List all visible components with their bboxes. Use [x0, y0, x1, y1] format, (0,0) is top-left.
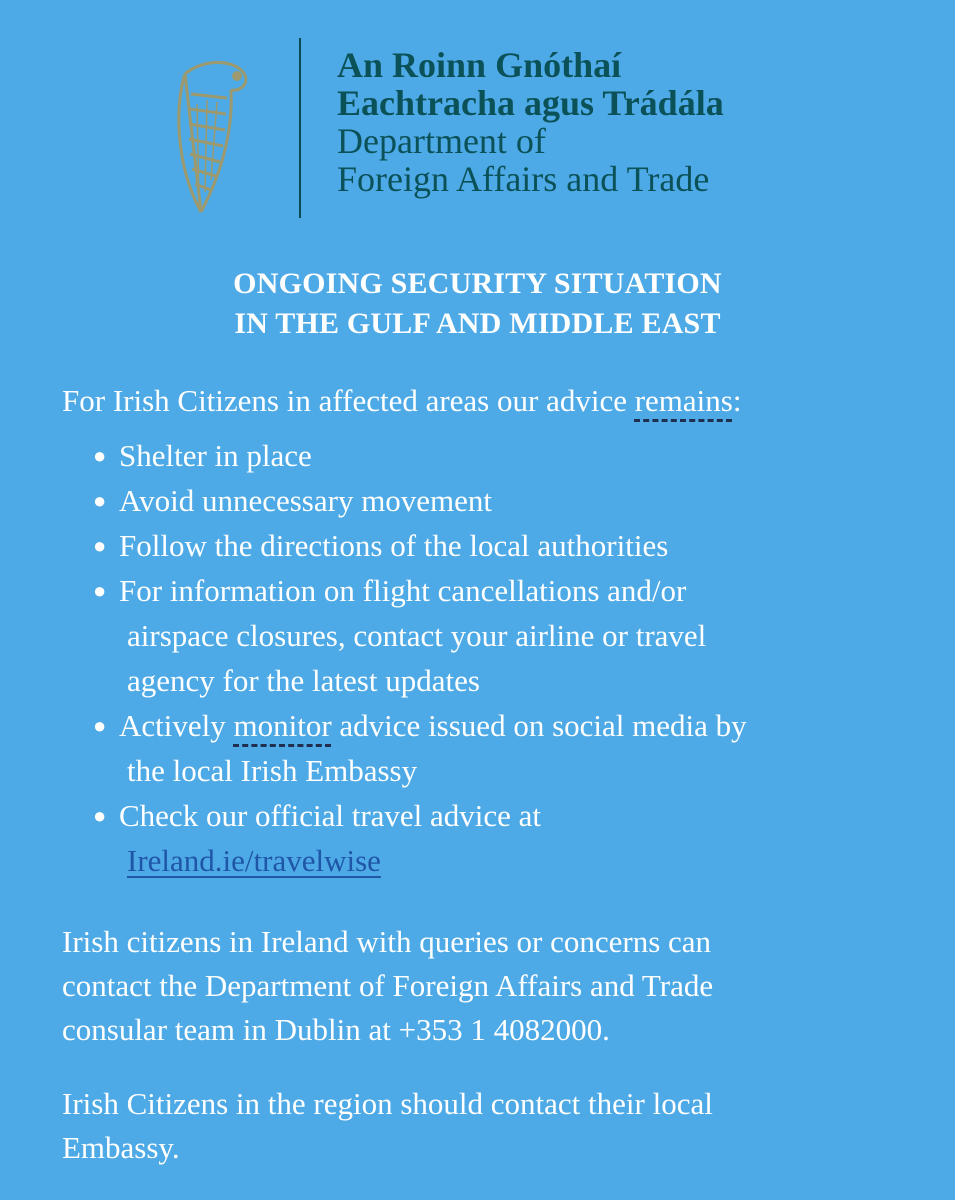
- header-divider: [299, 38, 301, 218]
- ireland-contact-paragraph: [62, 920, 713, 1052]
- bullet-icon: ●: [93, 488, 107, 513]
- advice-intro: [62, 378, 922, 423]
- advice-item-monitor-before: Actively: [119, 708, 234, 743]
- advice-section: [62, 378, 922, 883]
- region-contact-paragraph: [62, 1082, 713, 1170]
- advice-item-monitor-line2: the local Irish Embassy: [127, 753, 418, 788]
- headline-line2: IN THE GULF AND MIDDLE EAST: [234, 307, 721, 340]
- paragraph1-line3: consular team in Dublin at +353 1 4082000.: [62, 1012, 610, 1047]
- list-item: [62, 793, 922, 883]
- notice-headline: [0, 264, 955, 344]
- paragraph2-line1: Irish Citizens in the region should contact their local: [62, 1086, 713, 1121]
- advice-item-movement: Avoid unnecessary movement: [119, 483, 493, 518]
- bullet-icon: ●: [93, 803, 107, 828]
- department-name-english-line1: Department of: [337, 121, 546, 161]
- department-name-irish-line1: An Roinn Gnóthaí: [337, 45, 622, 85]
- bullet-icon: ●: [93, 713, 107, 738]
- department-name: [337, 46, 724, 198]
- list-item: [62, 568, 922, 703]
- bullet-icon: ●: [93, 443, 107, 468]
- department-name-irish-line2: Eachtracha agus Trádála: [337, 83, 724, 123]
- intro-text: For Irish Citizens in affected areas our advice: [62, 383, 635, 418]
- bullet-icon: ●: [93, 578, 107, 603]
- paragraph2-line2: Embassy.: [62, 1130, 180, 1165]
- list-item: [62, 523, 922, 568]
- list-item: [62, 478, 922, 523]
- advice-item-shelter: Shelter in place: [119, 438, 312, 473]
- department-header: [165, 38, 785, 218]
- department-name-english-line2: Foreign Affairs and Trade: [337, 159, 710, 199]
- advice-item-monitor-after: advice issued on social media by: [331, 708, 747, 743]
- advice-item-monitor-word: monitor: [233, 708, 332, 743]
- list-item: [62, 433, 922, 478]
- advice-item-travel-link-wrap: [119, 838, 922, 883]
- travelwise-link[interactable]: Ireland.ie/travelwise: [127, 843, 381, 878]
- advice-item-flights-line1: For information on flight cancellations and/or: [119, 573, 687, 608]
- harp-emblem-icon: [171, 54, 255, 218]
- paragraph1-line2: contact the Department of Foreign Affairs and Trade: [62, 968, 714, 1003]
- advice-item-flights-line2: airspace closures, contact your airline or travel: [127, 618, 707, 653]
- list-item: [62, 703, 922, 793]
- intro-underlined-word: remains: [634, 383, 733, 418]
- headline-line1: ONGOING SECURITY SITUATION: [233, 267, 722, 300]
- advice-item-travel-line1: Check our official travel advice at: [119, 798, 542, 833]
- intro-colon: :: [732, 383, 742, 418]
- advice-list: [62, 433, 922, 883]
- bullet-icon: ●: [93, 533, 107, 558]
- paragraph1-line1: Irish citizens in Ireland with queries or concerns can: [62, 924, 712, 959]
- advice-item-flights-line3: agency for the latest updates: [127, 663, 480, 698]
- advice-item-authorities: Follow the directions of the local authorities: [119, 528, 669, 563]
